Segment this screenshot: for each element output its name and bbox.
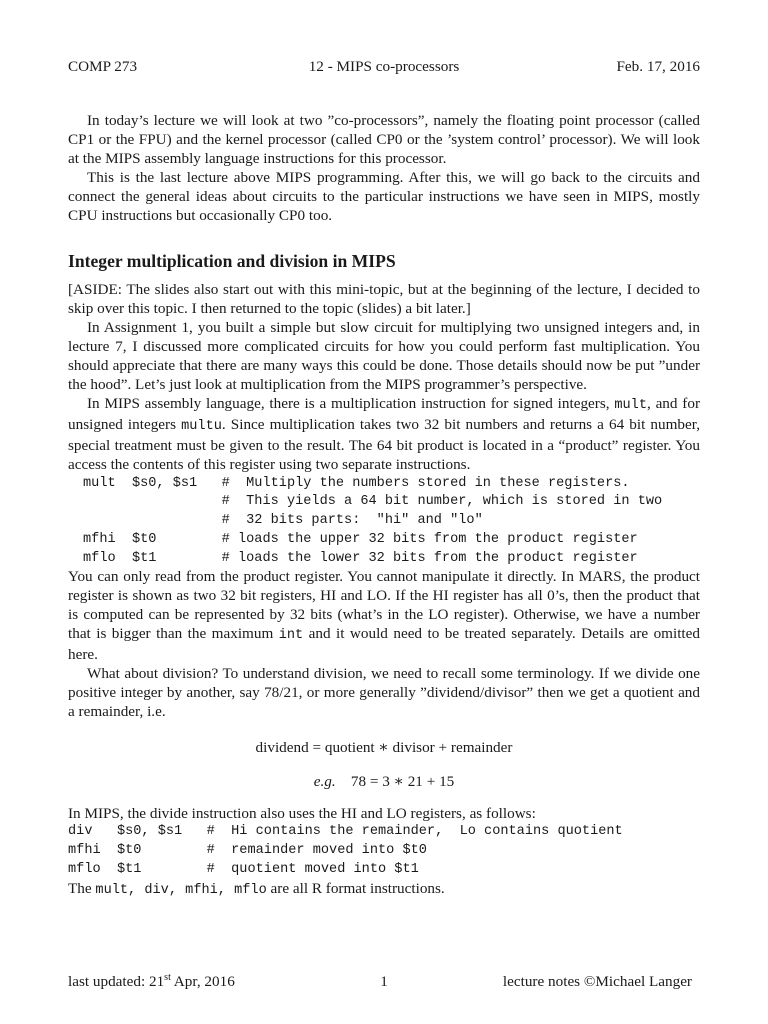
text-span: and it would need to be treated separately. Details are omitted here. <box>68 625 700 664</box>
example-label: e.g. <box>313 772 336 790</box>
section-heading: Integer multiplication and division in MIPS <box>68 251 396 272</box>
example-equation <box>68 773 700 792</box>
text-span: are all R format instructions. <box>266 879 445 897</box>
text-span: In MIPS assembly language, there is a multiplication instruction for signed integers, <box>87 394 615 412</box>
inline-code-list: mult, div, mfhi, mflo <box>95 882 267 898</box>
page-number: 1 <box>380 973 388 990</box>
lecture-date: Feb. 17, 2016 <box>616 58 700 75</box>
intro-paragraph-2: This is the last lecture above MIPS programming. After this, we will go back to the circuits and connect the general ideas about circuits to the particular instructions we have seen in MIPS, mostly CPU instructions but occasionally CP0 too. <box>68 168 700 224</box>
text-span: . Since multiplication takes two 32 bit numbers and returns a 64 bit number, special treatment must be given to the result. The 64 bit product is located in a “product” register. You access the contents of this register using two separate instructions. <box>68 415 700 473</box>
inline-code-int: int <box>278 628 304 644</box>
code-block-mult: mult $s0, $s1 # Multiply the numbers stored in these registers. # This yields a 64 bit number, which is stored in two # 32 bits parts: "hi" and "lo" mfhi $t0 # loads the upper 32 bits from the product register mflo $t1 # loads the lower 32 bits from the product register <box>83 475 663 566</box>
multiplication-paragraph <box>68 395 700 475</box>
lecture-title: 12 - MIPS co-processors <box>308 58 460 75</box>
text-span: , and for unsigned integers <box>68 394 700 433</box>
updated-ordinal: st <box>164 971 171 983</box>
inline-code-multu: multu <box>181 418 222 434</box>
division-equation: dividend = quotient ∗ divisor + remainder <box>255 738 513 756</box>
product-register-paragraph <box>68 568 700 665</box>
r-format-paragraph <box>68 880 700 901</box>
divide-instruction-paragraph: In MIPS, the divide instruction also uses the HI and LO registers, as follows: <box>68 804 536 822</box>
text-span: The <box>68 879 96 897</box>
inline-code-mult: mult <box>614 397 647 413</box>
intro-paragraph-1: In today’s lecture we will look at two ”co-processors”, namely the floating point processor (called CP1 or the FPU) and the kernel processor (called CP0 or the ’system control’ processor). We will look at the MIPS assembly language instructions for this processor. <box>68 112 700 167</box>
updated-suffix: Apr, 2016 <box>170 973 235 990</box>
document-page <box>68 0 700 1024</box>
code-block-div: div $s0, $s1 # Hi contains the remainder, Lo contains quotient mfhi $t0 # remainder moved into $t0 mflo $t1 # quotient moved into $t1 <box>68 824 623 878</box>
course-code: COMP 273 <box>68 58 138 75</box>
text-span: You can only read from the product register. You cannot manipulate it directly. In MARS, the product register is shown as two 32 bit registers, HI and LO. If the HI register has all 0’s, then the product that is computed can be represented by 32 bits (what’s in the LO register). Otherwise, we have a number that is bigger than the maximum <box>68 568 700 643</box>
division-paragraph: What about division? To understand division, we need to recall some terminology. If we divide one positive integer by another, say 78/21, or more generally ”dividend/divisor” then we get a quotient and a remainder, i.e. <box>68 665 700 720</box>
updated-prefix: last updated: 21 <box>68 973 165 990</box>
example-value: 78 = 3 ∗ 21 + 15 <box>350 772 455 790</box>
assignment-paragraph: In Assignment 1, you built a simple but slow circuit for multiplying two unsigned integers and, in lecture 7, I discussed more complicated circuits for how you could perform fast multiplication. You should appreciate that there are many ways this could be done. Those details should now be put ”under the hood”. Let’s just look at multiplication from the MIPS programmer’s perspective. <box>68 319 700 393</box>
page-body <box>68 112 700 901</box>
page-header <box>68 58 700 80</box>
author-credit: lecture notes ©Michael Langer <box>502 973 692 990</box>
aside-paragraph: [ASIDE: The slides also start out with this mini-topic, but at the beginning of the lecture, I decided to skip over this topic. I then returned to the topic (slides) a bit later.] <box>68 281 700 318</box>
